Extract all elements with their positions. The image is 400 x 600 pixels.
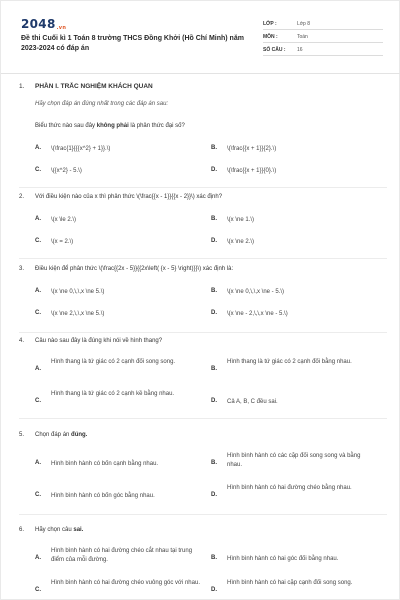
question-text: Câu nào sau đây là đúng khi nói về hình thang?	[35, 338, 163, 344]
meta-value: Lớp 8	[297, 21, 311, 27]
page: 2048.vn Đề thi Cuối kì 1 Toán 8 trường THCS Đồng Khởi (Hồ Chí Minh) năm 2023-2024 có đáp án LỚP : Lớp 8 MÔN : Toán SỐ CÂU : 16 1. PHẦN I. TRẮC NGHIỆM KHÁCH QUAN Hãy chọn đáp án đúng nhất trong các đáp án sau: Biểu thức nào sau đây không phải là phân thức đại số? A. \(\frac{1}{{{x^2} + 1}}.\) B. \(\frac{{x + 1}}{2}.\) C. \({x^2} - 5.\) D. \(\frac{{x + 1}}{0}.\) 2. Với điều kiện nào của x thì phân thức \(\frac{{x - 1}}{{x - 2}}\) xác định? A. \(x \le 2.\) B. \(x \ne 1.\) C. \(x = 2.\) D. \(x \ne 2.\) 3. Điều kiện để phân thức \(\frac{{2x - 5}}{{2x\left( {x - 5} \right)}}\) xác định là: A. \(x \ne 0,\,\,x \ne 5.\) B. \(x \ne 0,\,\,x \ne - 5.\) C. \(x \ne 2,\,\,x \ne 5.\) D. \(x \ne - 2,\,\,x \ne - 5.\) 4. Câu nào sau đây là đúng khi nói về hình thang? A. Hình thang là tứ giác có 2 cạnh đối song song. B. Hình thang là tứ giác có 2 cạnh đối bằng nhau. C. Hình thang là tứ giác có 2 cạnh kề bằng nhau. D. Cả A, B, C đều sai. 5. Chọn đáp án đúng. A. Hình bình hành có bốn cạnh bằng nhau. B. Hình bình hành có các cặp đối song song và bằng nhau. C. Hình bình hành có bốn góc bằng nhau. D. Hình bình hành có hai đường chéo bằng nhau. 6. Hãy chọn câu sai. A. Hình bình hành có hai đường chéo cắt nhau tại trung điểm của mỗi đường. B. Hình bình hành có hai góc đối bằng nhau. C. Hình bình hành có hai đường chéo vuông góc với nhau. D. Hình bình hành có hai cặp cạnh đối song song.	[0, 0, 400, 600]
question-divider	[19, 258, 387, 259]
section-title: PHẦN I. TRẮC NGHIỆM KHÁCH QUAN	[35, 83, 153, 90]
question-text: Chọn đáp án đúng.	[35, 432, 88, 438]
meta-row-count	[263, 43, 383, 56]
question-number: 4.	[19, 338, 25, 344]
question-number: 2.	[19, 194, 25, 200]
meta-value: Toán	[297, 34, 308, 40]
question-number: 3.	[19, 266, 25, 272]
question-divider	[19, 514, 387, 515]
question-divider	[19, 418, 387, 419]
site-logo[interactable]	[21, 17, 66, 31]
meta-key: SỐ CÂU :	[263, 47, 286, 53]
logo-suffix: .vn	[56, 25, 67, 31]
page-title: Đề thi Cuối kì 1 Toán 8 trường THCS Đồng Khởi (Hồ Chí Minh) năm 2023-2024 có đáp án	[21, 35, 244, 52]
question-divider	[19, 332, 387, 333]
meta-key: MÔN :	[263, 34, 278, 40]
question-text: Hãy chọn câu sai.	[35, 527, 84, 533]
question-number: 6.	[19, 527, 25, 533]
question-divider	[19, 187, 387, 188]
meta-row-grade	[263, 17, 383, 30]
question-text: Điều kiện để phân thức \(\frac{{2x - 5}}{{2x\left( {x - 5} \right)}}\) xác định là:	[35, 266, 234, 272]
header	[11, 11, 391, 63]
logo-text: 2048	[21, 17, 56, 31]
question-text: Với điều kiện nào của x thì phân thức \(\frac{{x - 1}}{{x - 2}}\) xác định?	[35, 194, 223, 200]
meta-value: 16	[297, 47, 303, 53]
meta-key: LỚP :	[263, 21, 277, 27]
header-divider	[1, 73, 400, 74]
question-number: 5.	[19, 432, 25, 438]
meta-row-subject	[263, 30, 383, 43]
question-text: Biểu thức nào sau đây không phải là phân thức đại số?	[35, 123, 185, 129]
section-number: 1.	[19, 83, 25, 90]
section-instruction: Hãy chọn đáp án đúng nhất trong các đáp án sau:	[35, 101, 169, 107]
meta-table	[263, 17, 383, 56]
